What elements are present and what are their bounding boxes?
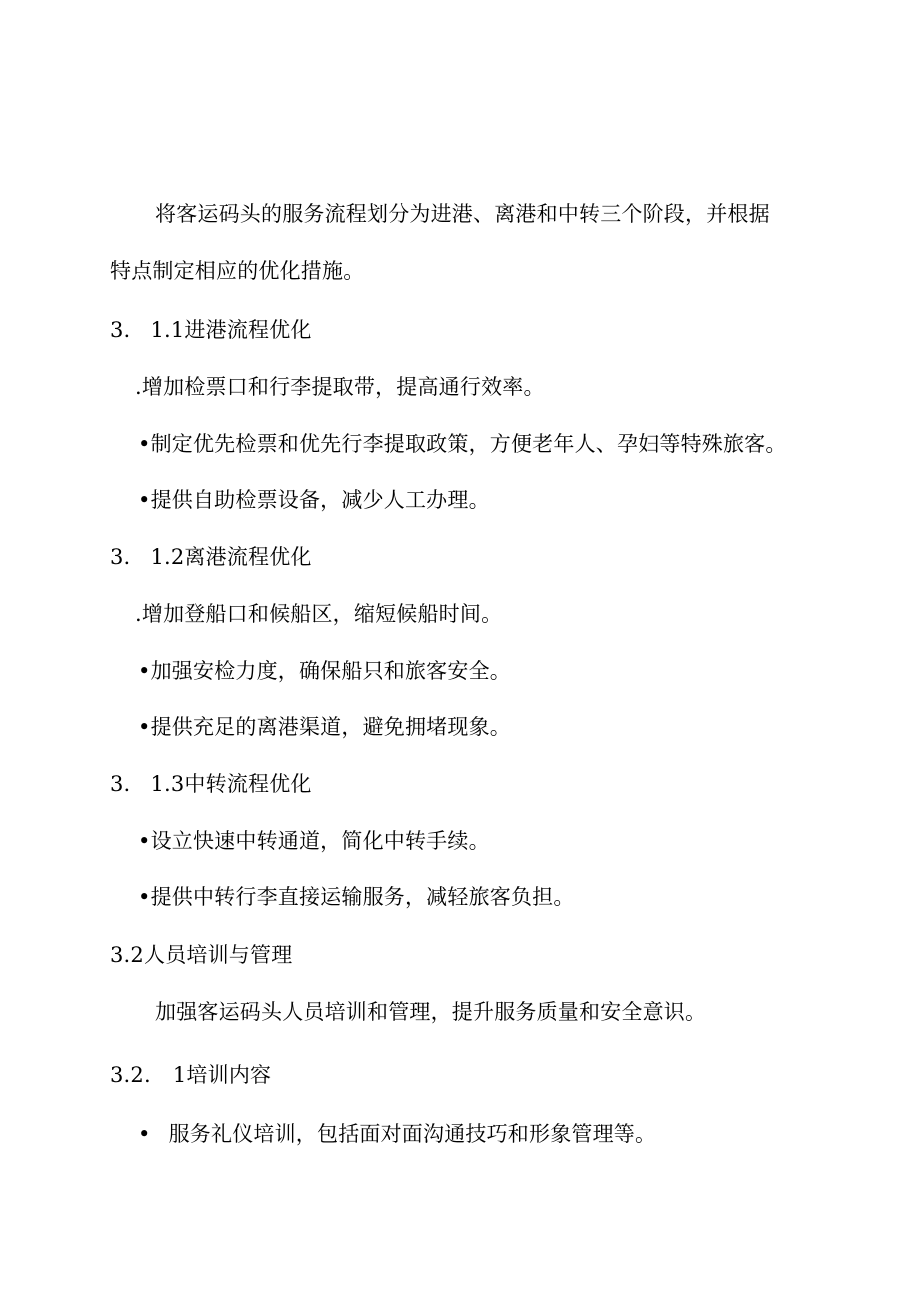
section-title: 1.3中转流程优化: [150, 772, 312, 796]
section-number: 3.: [110, 318, 131, 342]
list-item: .增加登船口和候船区，缩短候船时间。: [135, 602, 503, 626]
section-title: 1.1进港流程优化: [150, 318, 312, 342]
section-heading-3-1-1: [110, 316, 312, 344]
section-title: 1培训内容: [172, 1063, 272, 1087]
bullet-icon: •: [138, 1122, 151, 1146]
section-title: 1.2离港流程优化: [150, 545, 312, 569]
section-number: 3.: [110, 772, 131, 796]
list-item: •提供中转行李直接运输服务，减轻旅客负担。: [138, 885, 575, 909]
section-heading-3-1-2: [110, 543, 312, 571]
list-item: •提供充足的离港渠道，避免拥堵现象。: [138, 715, 511, 739]
section-heading-3-2-1: [110, 1061, 271, 1089]
list-item: •加强安检力度，确保船只和旅客安全。: [138, 659, 511, 683]
section-paragraph: 加强客运码头人员培训和管理，提升服务质量和安全意识。: [155, 1000, 707, 1024]
list-item: •制定优先检票和优先行李提取政策，方便老年人、孕妇等特殊旅客。: [138, 432, 787, 456]
intro-paragraph-line-1: 将客运码头的服务流程划分为进港、离港和中转三个阶段，并根据: [155, 202, 770, 226]
list-item-text: 服务礼仪培训，包括面对面沟通技巧和形象管理等。: [168, 1122, 657, 1146]
list-item: .增加检票口和行李提取带，提高通行效率。: [135, 375, 545, 399]
intro-paragraph-line-2: 特点制定相应的优化措施。: [110, 259, 365, 283]
list-item: [138, 1120, 656, 1148]
section-heading-3-2: 3.2人员培训与管理: [110, 943, 293, 967]
section-number: 3.2.: [110, 1063, 151, 1087]
section-heading-3-1-3: [110, 770, 312, 798]
list-item: •提供自助检票设备，减少人工办理。: [138, 488, 490, 512]
list-item: •设立快速中转通道，简化中转手续。: [138, 829, 490, 853]
section-number: 3.: [110, 545, 131, 569]
